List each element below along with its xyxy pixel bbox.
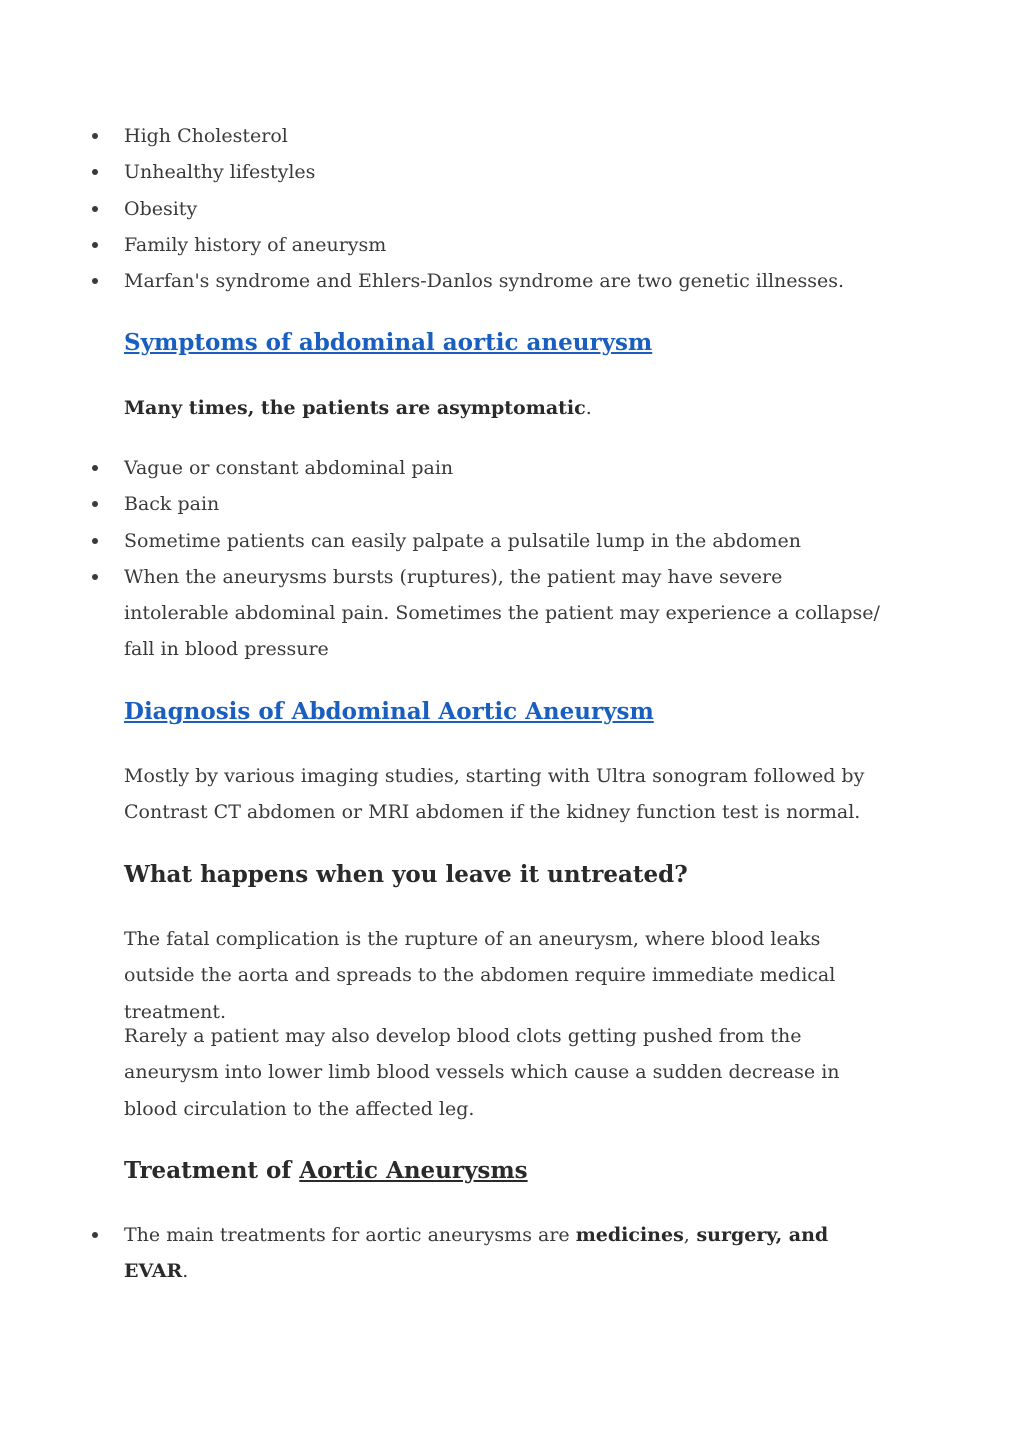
treatment-item-bold-medicines: medicines bbox=[575, 1224, 684, 1246]
list-item bbox=[0, 154, 884, 190]
bullet-icon bbox=[92, 465, 98, 471]
risk-factors-list bbox=[0, 118, 1023, 299]
list-item bbox=[0, 486, 884, 522]
list-item-text: Sometime patients can easily palpate a pulsatile lump in the abdomen bbox=[124, 529, 801, 552]
symptoms-intro bbox=[124, 390, 884, 426]
untreated-paragraph-1: The fatal complication is the rupture of an aneurysm, where blood leaks outside the aorta and spreads to the abdomen require immediate medical treatment. bbox=[124, 928, 836, 1023]
list-item-text: Vague or constant abdominal pain bbox=[124, 457, 454, 479]
untreated-paragraph-2: Rarely a patient may also develop blood clots getting pushed from the aneurysm into lower limb blood vessels which cause a sudden decrease in blood circulation to the affected leg. bbox=[124, 1025, 840, 1120]
list-item-text: Marfan's syndrome and Ehlers-Danlos syndrome are two genetic illnesses. bbox=[124, 270, 845, 293]
bullet-icon bbox=[92, 242, 98, 248]
symptoms-intro-period: . bbox=[585, 397, 592, 419]
list-item-text: High Cholesterol bbox=[124, 125, 288, 147]
list-item bbox=[0, 523, 884, 559]
list-item bbox=[0, 559, 884, 668]
diagnosis-heading-link[interactable]: Diagnosis of Abdominal Aortic Aneurysm bbox=[124, 698, 654, 725]
bullet-icon bbox=[92, 574, 98, 580]
treatment-item-prefix: The main treatments for aortic aneurysms are bbox=[124, 1224, 576, 1246]
list-item-text: Obesity bbox=[124, 197, 198, 220]
bullet-icon bbox=[92, 278, 98, 284]
bullet-icon bbox=[92, 1232, 98, 1238]
bullet-icon bbox=[92, 538, 98, 544]
treatment-item-bold-surgery: surgery, and EVAR bbox=[124, 1224, 829, 1283]
list-item bbox=[0, 450, 884, 486]
diagnosis-text: Mostly by various imaging studies, starting with Ultra sonogram followed by Contrast CT abdomen or MRI abdomen if the kidney function test is normal. bbox=[124, 765, 865, 824]
list-item-text: Unhealthy lifestyles bbox=[124, 161, 316, 184]
bullet-icon bbox=[92, 133, 98, 139]
untreated-heading: What happens when you leave it untreated? bbox=[124, 861, 688, 888]
list-item bbox=[0, 227, 884, 263]
list-item bbox=[0, 1217, 884, 1290]
bullet-icon bbox=[92, 501, 98, 507]
aortic-aneurysms-link[interactable]: Aortic Aneurysms bbox=[299, 1157, 528, 1184]
list-item-text: Back pain bbox=[124, 493, 220, 516]
list-item bbox=[0, 191, 884, 227]
bullet-icon bbox=[92, 169, 98, 175]
symptoms-intro-bold: Many times, the patients are asymptomatic bbox=[124, 397, 586, 419]
symptoms-list bbox=[0, 450, 1023, 668]
list-item bbox=[0, 263, 884, 299]
symptoms-heading-link[interactable]: Symptoms of abdominal aortic aneurysm bbox=[124, 329, 653, 356]
list-item-text: When the aneurysms bursts (ruptures), the patient may have severe intolerable abdominal pain. Sometimes the patient may experience a collapse/ fall in blood pressure bbox=[124, 565, 880, 661]
treatment-item-period: . bbox=[182, 1260, 189, 1283]
treatment-item-comma: , bbox=[683, 1224, 690, 1246]
list-item bbox=[0, 118, 884, 154]
bullet-icon bbox=[92, 206, 98, 212]
treatment-heading bbox=[124, 1156, 884, 1186]
treatment-list bbox=[0, 1217, 1023, 1290]
treatment-heading-prefix: Treatment of bbox=[124, 1157, 300, 1184]
list-item-text: Family history of aneurysm bbox=[124, 233, 387, 256]
